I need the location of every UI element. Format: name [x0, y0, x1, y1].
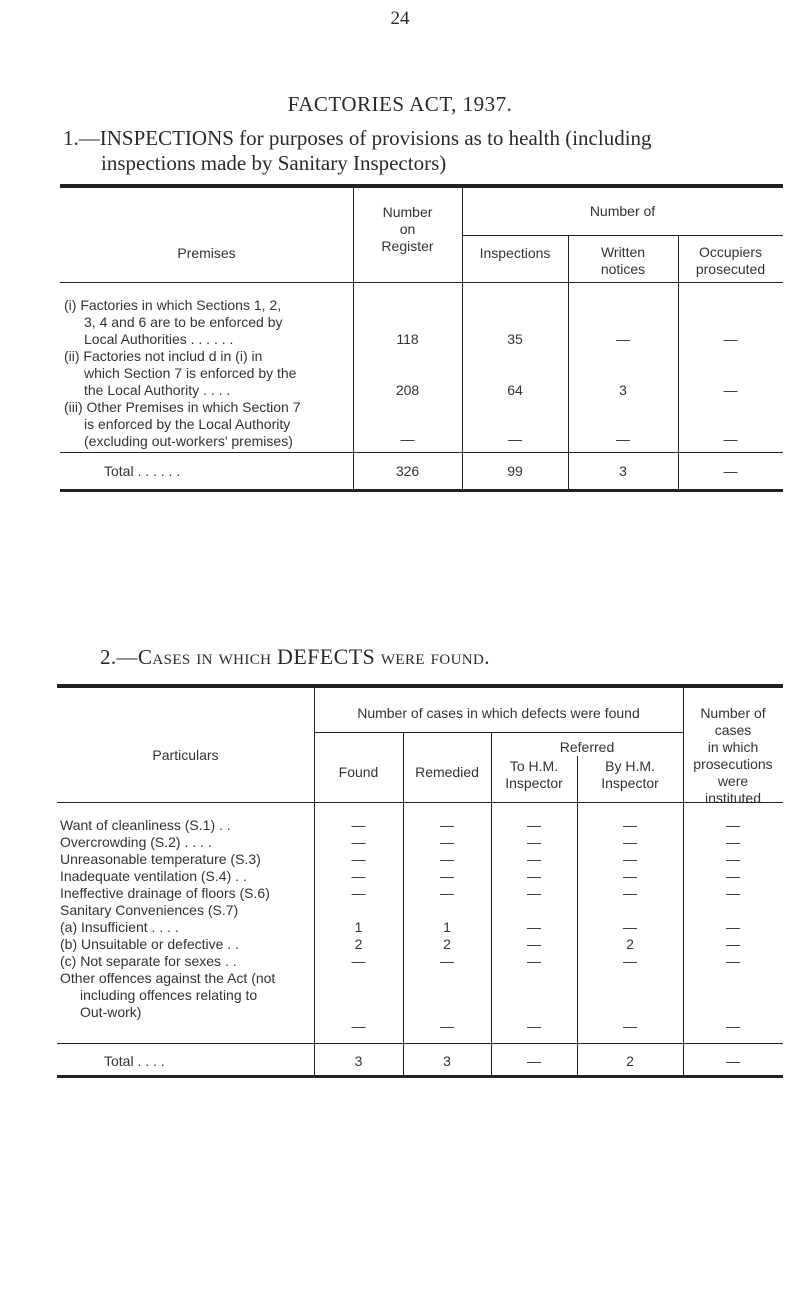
total-occupiers: —: [723, 463, 738, 479]
section2-heading: [100, 644, 490, 670]
cell-prosecutions: —: [726, 936, 740, 952]
row-label: Inadequate ventilation (S.4) . .: [60, 868, 247, 884]
cell-prosecutions: —: [726, 851, 740, 867]
cell-prosecutions: —: [726, 885, 740, 901]
row1-register: 118: [396, 331, 419, 347]
header-occupiers-prosecuted: [678, 244, 783, 278]
cell-prosecutions: —: [726, 953, 740, 969]
section1-heading: [63, 126, 783, 176]
cell-to-hm: —: [527, 919, 541, 935]
total-to-hm: —: [527, 1053, 541, 1069]
total-remedied: 3: [443, 1053, 451, 1069]
table2-total-label: Total . . . .: [104, 1053, 165, 1069]
header-written-notices: [568, 244, 678, 278]
header-number-on-register: [353, 204, 462, 255]
row1-occupiers: —: [723, 331, 738, 347]
row-label-line: the Local Authority . . . .: [84, 382, 231, 398]
header-premises: Premises: [177, 245, 236, 261]
header-remedied: Remedied: [415, 764, 479, 780]
cell-to-hm: —: [527, 834, 541, 850]
header-found: Found: [338, 764, 379, 780]
section2-heading-end: were found.: [380, 645, 490, 669]
header-occupiers-line: Occupiers: [698, 244, 763, 260]
cell-to-hm: —: [527, 817, 541, 833]
row-label: Out-work): [80, 1004, 142, 1020]
row-label: (b) Unsuitable or defective . .: [60, 936, 239, 952]
cell-to-hm: —: [527, 885, 541, 901]
table2-total-rule: [57, 1043, 783, 1044]
cell-to-hm: —: [527, 868, 541, 884]
row-label: Ineffective drainage of floors (S.6): [60, 885, 270, 901]
header-written-line: notices: [600, 261, 646, 277]
table1-row-label: [64, 348, 296, 399]
row1-written: —: [616, 331, 630, 347]
cell-prosecutions: —: [726, 1018, 740, 1034]
row2-register: 208: [395, 382, 420, 398]
header-prosecutions-line: prosecutions: [693, 756, 773, 772]
row-label: (a) Insufficient . . . .: [60, 919, 179, 935]
cell-found: —: [351, 834, 366, 850]
table2-subheader-rule: [314, 732, 683, 733]
row-label: Sanitary Conveniences (S.7): [60, 902, 239, 918]
header-number-on-register-line: Number: [382, 204, 433, 220]
header-number-on-register-line: Register: [381, 238, 434, 254]
cell-by-hm: —: [623, 919, 637, 935]
header-to-hm-line: Inspector: [505, 775, 563, 791]
total-by-hm: 2: [626, 1053, 634, 1069]
cell-to-hm: —: [527, 851, 541, 867]
cell-found: —: [351, 868, 366, 884]
total-found: 3: [354, 1053, 363, 1069]
cell-by-hm: —: [623, 885, 637, 901]
row2-inspections: 64: [507, 382, 523, 398]
row-label: Other offences against the Act (not: [60, 970, 276, 986]
cell-prosecutions: —: [726, 834, 740, 850]
header-inspections: Inspections: [479, 245, 551, 261]
header-number-of: Number of: [589, 203, 656, 219]
header-referred: Referred: [559, 739, 615, 755]
row-label-line: (ii) Factories not includ d in (i) in: [64, 348, 263, 364]
cell-remedied: —: [440, 851, 454, 867]
header-by-hm-line: By H.M.: [605, 758, 655, 774]
cell-prosecutions: —: [726, 817, 740, 833]
cell-found: 1: [354, 919, 363, 935]
header-prosecutions-line: in which: [707, 739, 759, 755]
table1-total-label: Total . . . . . .: [104, 463, 181, 479]
total-register: 326: [395, 463, 420, 479]
cell-found: —: [351, 885, 366, 901]
cell-remedied: —: [440, 953, 454, 969]
row3-inspections: —: [508, 431, 522, 447]
row-label-line: 3, 4 and 6 are to be enforced by: [84, 314, 283, 330]
cell-found: 2: [354, 936, 363, 952]
row-label-line: which Section 7 is enforced by the: [84, 365, 297, 381]
page-title: FACTORIES ACT, 1937.: [287, 92, 513, 116]
row2-occupiers: —: [723, 382, 738, 398]
row-label-line: (excluding out-workers' premises): [84, 433, 293, 449]
row-label: Overcrowding (S.2) . . . .: [60, 834, 212, 850]
section1-heading-line2: inspections made by Sanitary Inspectors): [101, 151, 447, 175]
header-to-hm-inspector: [491, 758, 577, 792]
header-by-hm-inspector: [577, 758, 683, 792]
header-prosecutions: [683, 705, 783, 807]
cell-to-hm: —: [527, 953, 541, 969]
table2-bottom-rule: [57, 1075, 783, 1078]
cell-by-hm: —: [623, 851, 637, 867]
row-label-line: (i) Factories in which Sections 1, 2,: [64, 297, 282, 313]
row3-written: —: [616, 431, 630, 447]
cell-by-hm: —: [623, 834, 637, 850]
header-prosecutions-line: cases: [714, 722, 752, 738]
header-number-of-cases: Number of cases in which defects were found: [357, 705, 640, 721]
row-label-line: Local Authorities . . . . . .: [84, 331, 234, 347]
cell-by-hm: 2: [626, 936, 634, 952]
total-inspections: 99: [507, 463, 523, 479]
cell-prosecutions: —: [726, 868, 740, 884]
header-written-line: Written: [600, 244, 646, 260]
cell-to-hm: —: [527, 936, 541, 952]
cell-prosecutions: —: [726, 919, 740, 935]
section2-heading-defects: DEFECTS: [277, 644, 376, 669]
row-label: (c) Not separate for sexes . .: [60, 953, 237, 969]
cell-remedied: 1: [443, 919, 451, 935]
table1-subheader-rule: [462, 235, 783, 236]
cell-remedied: —: [440, 868, 454, 884]
header-particulars: Particulars: [152, 747, 219, 763]
section2-heading-num: 2.—: [100, 645, 138, 669]
table1-row-label: [64, 399, 301, 450]
header-occupiers-line: prosecuted: [695, 261, 766, 277]
cell-remedied: —: [440, 834, 454, 850]
table2-top-rule: [57, 684, 783, 688]
cell-to-hm: —: [527, 1018, 541, 1034]
total-written: 3: [619, 463, 627, 479]
row2-written: 3: [619, 382, 627, 398]
section2-heading-text: Cases in which: [137, 645, 272, 669]
cell-remedied: 2: [443, 936, 451, 952]
section1-heading-line1: 1.—INSPECTIONS for purposes of provisions as to health (including: [63, 126, 652, 150]
table1-total-rule: [60, 452, 783, 453]
cell-found: —: [351, 953, 366, 969]
cell-found: —: [351, 851, 366, 867]
header-by-hm-line: Inspector: [601, 775, 659, 791]
cell-by-hm: —: [623, 953, 637, 969]
header-to-hm-line: To H.M.: [509, 758, 559, 774]
cell-remedied: —: [440, 1018, 454, 1034]
header-prosecutions-line: instituted: [704, 790, 762, 806]
cell-found: —: [351, 817, 366, 833]
cell-by-hm: —: [623, 1018, 637, 1034]
cell-found: —: [351, 1018, 366, 1034]
row-label-line: is enforced by the Local Authority: [84, 416, 291, 432]
row3-register: —: [400, 431, 415, 447]
row-label: Unreasonable temperature (S.3): [60, 851, 261, 867]
cell-by-hm: —: [623, 868, 637, 884]
table1-bottom-rule: [60, 489, 783, 492]
table2-header-rule: [57, 802, 783, 803]
row1-inspections: 35: [507, 331, 523, 347]
cell-by-hm: —: [623, 817, 637, 833]
total-prosecutions: —: [726, 1053, 740, 1069]
row-label: including offences relating to: [80, 987, 258, 1003]
header-prosecutions-line: Number of: [700, 705, 766, 721]
cell-remedied: —: [440, 885, 454, 901]
table1-row-label: [64, 297, 282, 348]
cell-remedied: —: [440, 817, 454, 833]
row-label-line: (iii) Other Premises in which Section 7: [64, 399, 301, 415]
header-prosecutions-line: were: [717, 773, 749, 789]
table1-top-rule: [60, 184, 783, 188]
page-number: 24: [390, 8, 410, 29]
header-number-on-register-line: on: [399, 221, 416, 237]
table1-header-rule: [60, 282, 783, 283]
row3-occupiers: —: [723, 431, 738, 447]
row-label: Want of cleanliness (S.1) . .: [60, 817, 231, 833]
